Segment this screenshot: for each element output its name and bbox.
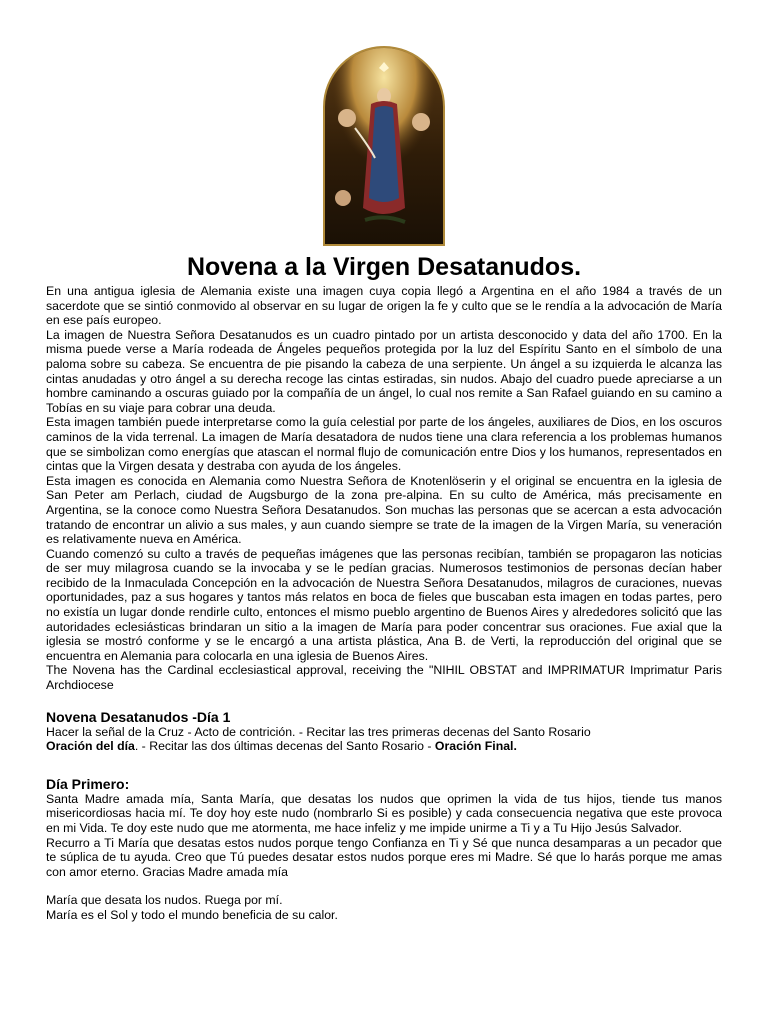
virgin-painting-image bbox=[323, 46, 445, 246]
instruction-line: Hacer la señal de la Cruz - Acto de contrición. - Recitar las tres primeras decenas del Santo Rosario bbox=[46, 724, 591, 739]
prayer-line: María es el Sol y todo el mundo beneficia de su calor. bbox=[46, 907, 338, 922]
intro-paragraph: La imagen de Nuestra Señora Desatanudos es un cuadro pintado por un artista desconocido y data del año 1700. En la misma puede verse a María rodeada de Ángeles pequeños protegida por la luz del Espíritu Santo en el símbolo de una paloma sobre su cabeza. Se encuentra de pie pisando la cabeza de una serpiente. Un ángel a su izquierda le alcanza las cintas anudadas y otro ángel a su derecha recoge las cintas estiradas, sin nudos. Abajo del cuadro puede apreciarse a un hombre caminando a oscuras guiado por la compañía de un ángel, lo cual nos remite a San Rafael guiando en su camino a Tobías en su viaje para cobrar una deuda. bbox=[46, 327, 722, 415]
angel-right bbox=[412, 113, 430, 131]
prayer-paragraph: Santa Madre amada mía, Santa María, que desatas los nudos que oprimen la vida de tus hijos, tiende tus manos misericordiosas hacia mí. Te doy hoy este nudo (nombrarlo Si es posible) y cada consecuencia negativa que este provoca en mi Vida. Te doy este nudo que me atormenta, me hace infeliz y me impide unirme a Ti y a Tu Hijo Jesús Salvador. bbox=[46, 791, 722, 835]
intro-paragraph: Cuando comenzó su culto a través de pequeñas imágenes que las personas recibían, también se propagaron las noticias de ser muy milagrosa cuando se la invocaba y se le pedían gracias. Numerosos testimonios de personas decían haber recibido de la Inmaculada Concepción en la advocación de Nuestra Señora Desatanudos, milagros de curaciones, nuevas oportunidades, paz a sus hogares y tantos más relatos en boca de fieles que buscaban esta imagen en todas partes, pero no existía un lugar donde rendirle culto, entonces el mismo pueblo argentino de Buenos Aires y alrededores solicitó que las autoridades eclesiásticas brindaran un sitio a la imagen de María para poder concentrar sus oraciones. Fue axial que la iglesia se mostró conforme y se le encargó a una artista plástica, Ana B. de Verti, la reproducción del original que se encuentra en Alemania para colocarla en una iglesia de Buenos Aires. bbox=[46, 546, 722, 663]
bold-text: Oración del día bbox=[46, 739, 135, 754]
instruction-text: . - Recitar las dos últimas decenas del Santo Rosario - bbox=[134, 739, 435, 754]
dia-primero-section bbox=[46, 776, 722, 923]
intro-paragraph: En una antigua iglesia de Alemania existe una imagen cuya copia llegó a Argentina en el año 1984 a través de un sacerdote que se sintió conmovido al observar en su lugar de origen la fe y culto que se le rendía a la advocación de María en ese país europeo. bbox=[46, 284, 722, 328]
intro-paragraph: The Novena has the Cardinal ecclesiastical approval, receiving the "NIHIL OBSTAT and IMPRIMATUR Imprimatur Paris Archdiocese bbox=[46, 663, 722, 693]
instruction-line bbox=[46, 739, 722, 754]
prayer-paragraph: Recurro a Ti María que desatas estos nudos porque tengo Confianza en Ti y Sé que nunca desamparas a un pecador que te súplica de tu ayuda. Creo que Tú puedes desatar estos nudos porque eres mi Madre. Sé que lo harás porque me amas con amor eterno. Gracias Madre amada mía bbox=[46, 835, 722, 879]
novena-day1-section bbox=[46, 709, 722, 754]
document-title: Novena a la Virgen Desatanudos. bbox=[186, 253, 582, 281]
prayer-line: María que desata los nudos. Ruega por mí. bbox=[46, 893, 283, 908]
intro-paragraph: Esta imagen es conocida en Alemania como Nuestra Señora de Knotenlöserin y el original se encuentra en la iglesia de San Peter am Perlach, ciudad de Augsburgo de la zona pre-alpina. En su culto de América, más precisamente en Argentina, se la conoce como Nuestra Señora Desatanudos. Son muchas las personas que se acercan a esta advocación tratando de encontrar un alivio a sus males, y aun cuando siempre se trate de la imagen de la Virgen María, su veneración es relativamente nueva en América. bbox=[46, 473, 722, 547]
intro-paragraph: Esta imagen también puede interpretarse como la guía celestial por parte de los ángeles, auxiliares de Dios, en los oscuros caminos de la vida terrenal. La imagen de María desatadora de nudos tiene una clara referencia a los problemas humanos que se simbolizan como energías que atascan el normal flujo de comunicación entre Dios y los humanos, representados en cintas que la Virgen desata y destraba con ayuda de los ángeles. bbox=[46, 415, 722, 474]
document-body bbox=[46, 284, 722, 923]
painting-illustration bbox=[325, 48, 443, 244]
bold-text: Oración Final. bbox=[434, 739, 517, 754]
angel-left bbox=[338, 109, 356, 127]
section-heading: Novena Desatanudos -Día 1 bbox=[46, 708, 231, 725]
section-heading: Día Primero: bbox=[46, 775, 130, 792]
angel-bottom bbox=[335, 190, 351, 206]
